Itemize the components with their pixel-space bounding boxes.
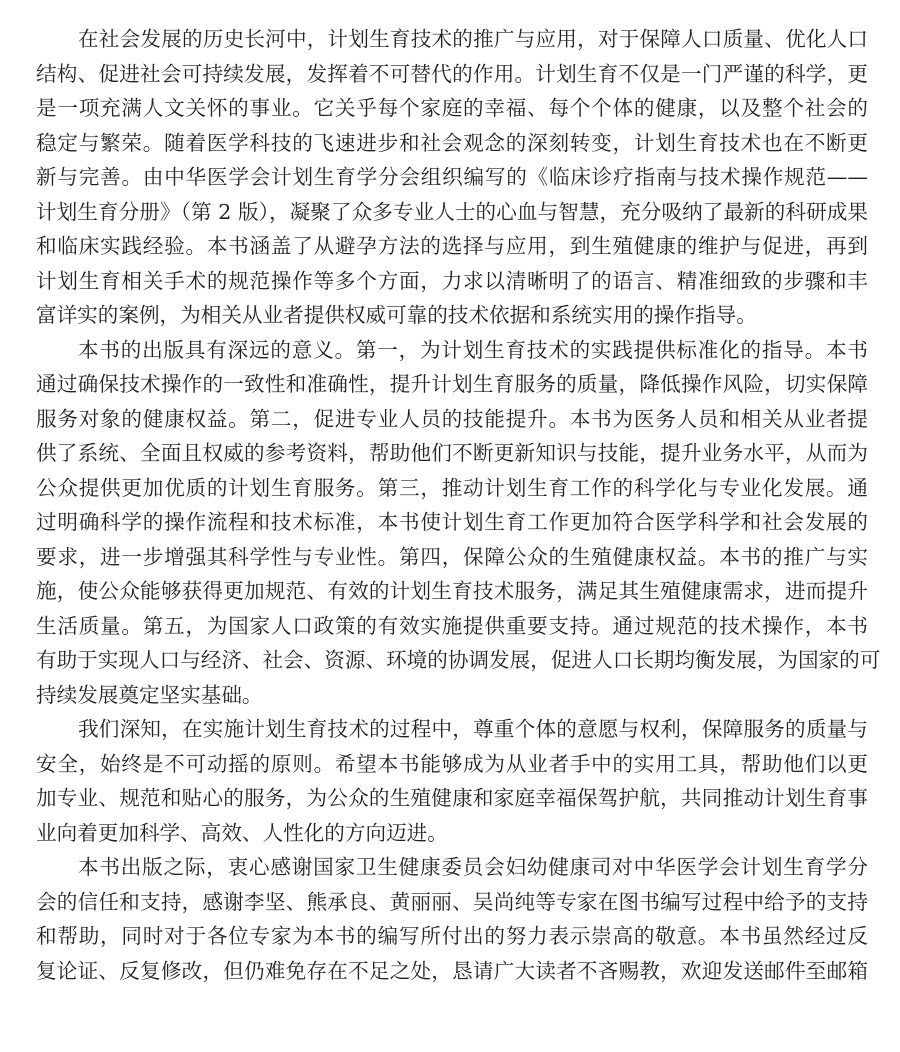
paragraph-line: 服务对象的健康权益。第二，促进专业人员的技能提升。本书为医务人员和相关从业者提 [36,406,868,431]
paragraph-line: 本书的出版具有深远的意义。第一，为计划生育技术的实践提供标准化的指导。本书 [78,337,868,362]
paragraph-line: 加专业、规范和贴心的服务，为公众的生殖健康和家庭幸福保驾护航，共同推动计划生育事 [36,786,868,810]
paragraph-line: 本书出版之际，衷心感谢国家卫生健康委员会妇幼健康司对中华医学会计划生育学分 [78,855,868,879]
paragraph-line: 富详实的案例，为相关从业者提供权威可靠的技术依据和系统实用的操作指导。 [36,303,757,327]
paragraph-line: 结构、促进社会可持续发展，发挥着不可替代的作用。计划生育不仅是一门严谨的科学，更 [36,61,868,86]
paragraph-line: 计划生育分册》（第 2 版），凝聚了众多专业人士的心血与智慧，充分吸纳了最新的科研成果 [36,199,868,224]
paragraph-1 [36,22,868,333]
document-page [36,22,881,988]
paragraph-line: 生活质量。第五，为国家人口政策的有效实施提供重要支持。通过规范的技术操作，本书 [36,613,868,638]
paragraph-line: 供了系统、全面且权威的参考资料，帮助他们不断更新知识与技能，提升业务水平，从而为 [36,441,868,465]
paragraph-line: 是一项充满人文关怀的事业。它关乎每个家庭的幸福、每个个体的健康，以及整个社会的 [36,96,868,120]
paragraph-line: 有助于实现人口与经济、社会、资源、环境的协调发展，促进人口长期均衡发展，为国家的可 [36,648,881,672]
paragraph-line: 公众提供更加优质的计划生育服务。第三，推动计划生育工作的科学化与专业化发展。通 [36,475,868,500]
paragraph-line: 安全，始终是不可动摇的原则。希望本书能够成为从业者手中的实用工具，帮助他们以更 [36,751,868,776]
paragraph-line: 复论证、反复修改，但仍难免存在不足之处，恳请广大读者不吝赐教，欢迎发送邮件至邮箱 [36,958,868,983]
paragraph-line: 业向着更加科学、高效、人性化的方向迈进。 [36,820,448,845]
paragraph-line: 和帮助，同时对于各位专家为本书的编写所付出的努力表示崇高的敬意。本书虽然经过反 [36,924,868,948]
paragraph-line: 新与完善。由中华医学会计划生育学分会组织编写的《临床诊疗指南与技术操作规范—— [36,165,868,189]
paragraph-line: 稳定与繁荣。随着医学科技的飞速进步和社会观念的深刻转变，计划生育技术也在不断更 [36,130,868,155]
paragraph-line: 施，使公众能够获得更加规范、有效的计划生育技术服务，满足其生殖健康需求，进而提升 [36,579,868,603]
paragraph-line: 计划生育相关手术的规范操作等多个方面，力求以清晰明了的语言、精准细致的步骤和丰 [36,268,868,293]
paragraph-line: 持续发展奠定坚实基础。 [36,682,263,707]
paragraph-4 [36,850,868,988]
paragraph-line: 在社会发展的历史长河中，计划生育技术的推广与应用，对于保障人口质量、优化人口 [78,27,868,51]
paragraph-line: 要求，进一步增强其科学性与专业性。第四，保障公众的生殖健康权益。本书的推广与实 [36,544,868,569]
paragraph-2 [36,333,881,713]
paragraph-line: 我们深知，在实施计划生育技术的过程中，尊重个体的意愿与权利，保障服务的质量与 [78,717,868,741]
paragraph-line: 通过确保技术操作的一致性和准确性，提升计划生育服务的质量，降低操作风险，切实保障 [36,372,868,396]
paragraph-line: 会的信任和支持，感谢李坚、熊承良、黄丽丽、吴尚纯等专家在图书编写过程中给予的支持 [36,889,868,914]
paragraph-3 [36,712,868,850]
paragraph-line: 和临床实践经验。本书涵盖了从避孕方法的选择与应用，到生殖健康的维护与促进，再到 [36,234,868,258]
paragraph-line: 过明确科学的操作流程和技术标准，本书使计划生育工作更加符合医学科学和社会发展的 [36,510,868,534]
